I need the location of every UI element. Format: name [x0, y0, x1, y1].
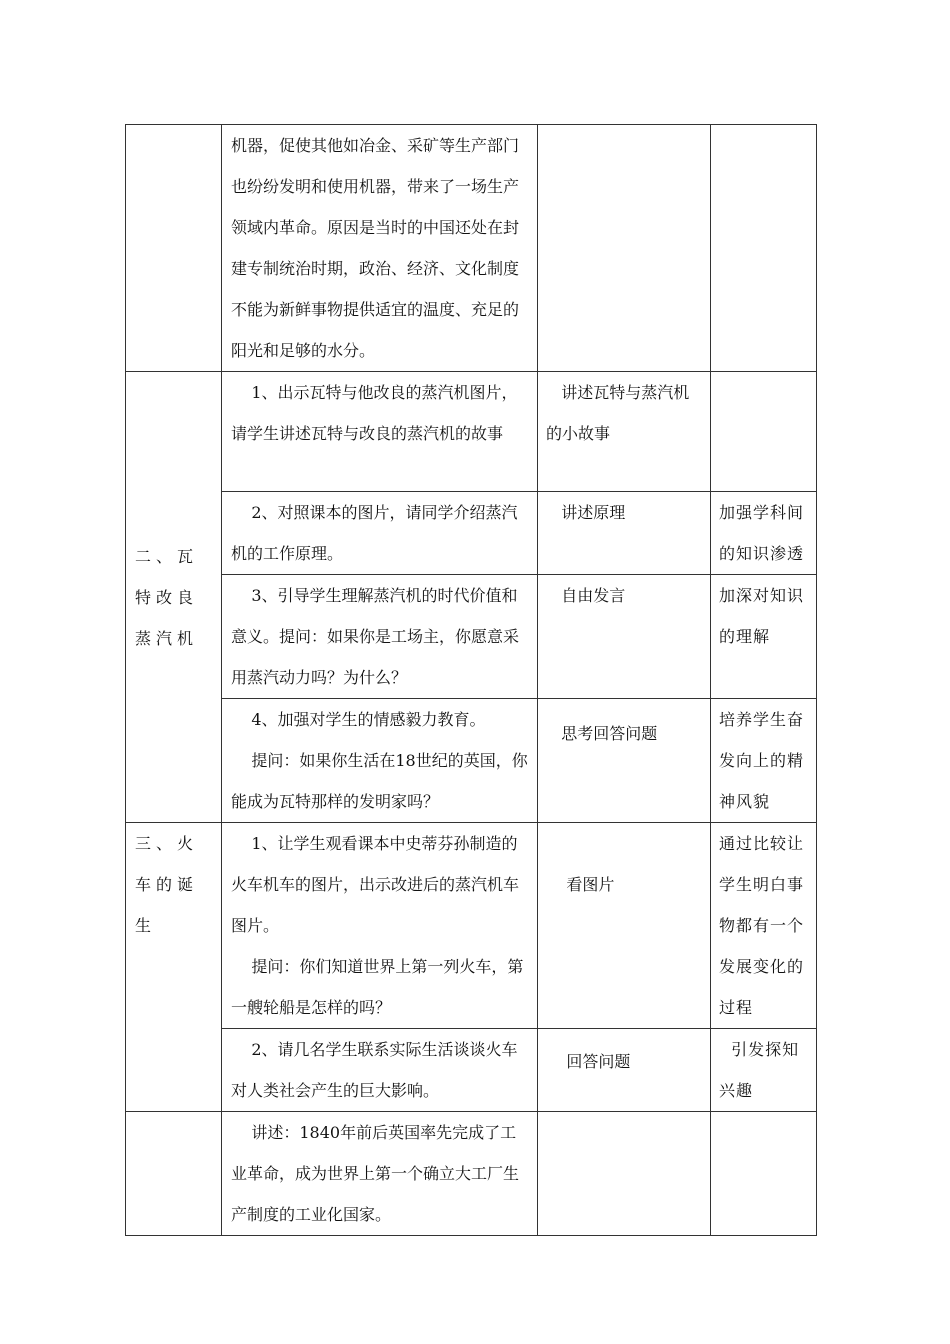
- activity-cell: 机器，促使其他如冶金、采矿等生产部门也纷纷发明和使用机器，带来了一场生产领域内革命。原因是当时的中国还处在封建专制统治时期，政治、经济、文化制度不能为新鲜事物提供适宜的温度、充足的阳光和足够的水分。: [222, 125, 538, 372]
- section-cell: [126, 1112, 222, 1236]
- student-activity-cell: [538, 125, 711, 372]
- activity-cell: 2、请几名学生联系实际生活谈谈火车对人类社会产生的巨大影响。: [222, 1029, 538, 1112]
- purpose-cell: [711, 372, 817, 492]
- section-cell: 三、火车的诞生: [126, 823, 222, 1112]
- lesson-plan-table: [125, 124, 817, 1236]
- table-row: [126, 1112, 817, 1236]
- table-row: [126, 575, 817, 699]
- table-row: [126, 823, 817, 1029]
- activity-cell: 3、引导学生理解蒸汽机的时代价值和意义。提问：如果你是工场主，你愿意采用蒸汽动力吗？为什么？: [222, 575, 538, 699]
- student-activity-cell: 讲述瓦特与蒸汽机的小故事: [538, 372, 711, 492]
- student-activity-cell: 回答问题: [538, 1029, 711, 1112]
- activity-cell: 1、出示瓦特与他改良的蒸汽机图片，请学生讲述瓦特与改良的蒸汽机的故事: [222, 372, 538, 492]
- table-row: [126, 699, 817, 823]
- activity-cell: 2、对照课本的图片，请同学介绍蒸汽机的工作原理。: [222, 492, 538, 575]
- table-row: [126, 372, 817, 492]
- activity-cell: 讲述：1840年前后英国率先完成了工业革命，成为世界上第一个确立大工厂生产制度的工业化国家。: [222, 1112, 538, 1236]
- purpose-cell: 培养学生奋发向上的精神风貌: [711, 699, 817, 823]
- table-row: [126, 1029, 817, 1112]
- purpose-cell: 加强学科间的知识渗透: [711, 492, 817, 575]
- student-activity-cell: 思考回答问题: [538, 699, 711, 823]
- table-row: [126, 492, 817, 575]
- table-row: [126, 125, 817, 372]
- student-activity-cell: 看图片: [538, 823, 711, 1029]
- purpose-cell: [711, 125, 817, 372]
- purpose-cell: [711, 1112, 817, 1236]
- purpose-cell: 引发探知兴趣: [711, 1029, 817, 1112]
- section-cell: 二、瓦特改良蒸汽机: [126, 372, 222, 823]
- student-activity-cell: 讲述原理: [538, 492, 711, 575]
- student-activity-cell: [538, 1112, 711, 1236]
- purpose-cell: 加深对知识的理解: [711, 575, 817, 699]
- activity-cell: 1、让学生观看课本中史蒂芬孙制造的火车机车的图片，出示改进后的蒸汽机车图片。 提问：你们知道世界上第一列火车，第一艘轮船是怎样的吗？: [222, 823, 538, 1029]
- activity-cell: 4、加强对学生的情感毅力教育。 提问：如果你生活在18世纪的英国，你能成为瓦特那样的发明家吗？: [222, 699, 538, 823]
- student-activity-cell: 自由发言: [538, 575, 711, 699]
- purpose-cell: 通过比较让学生明白事物都有一个发展变化的过程: [711, 823, 817, 1029]
- section-cell: [126, 125, 222, 372]
